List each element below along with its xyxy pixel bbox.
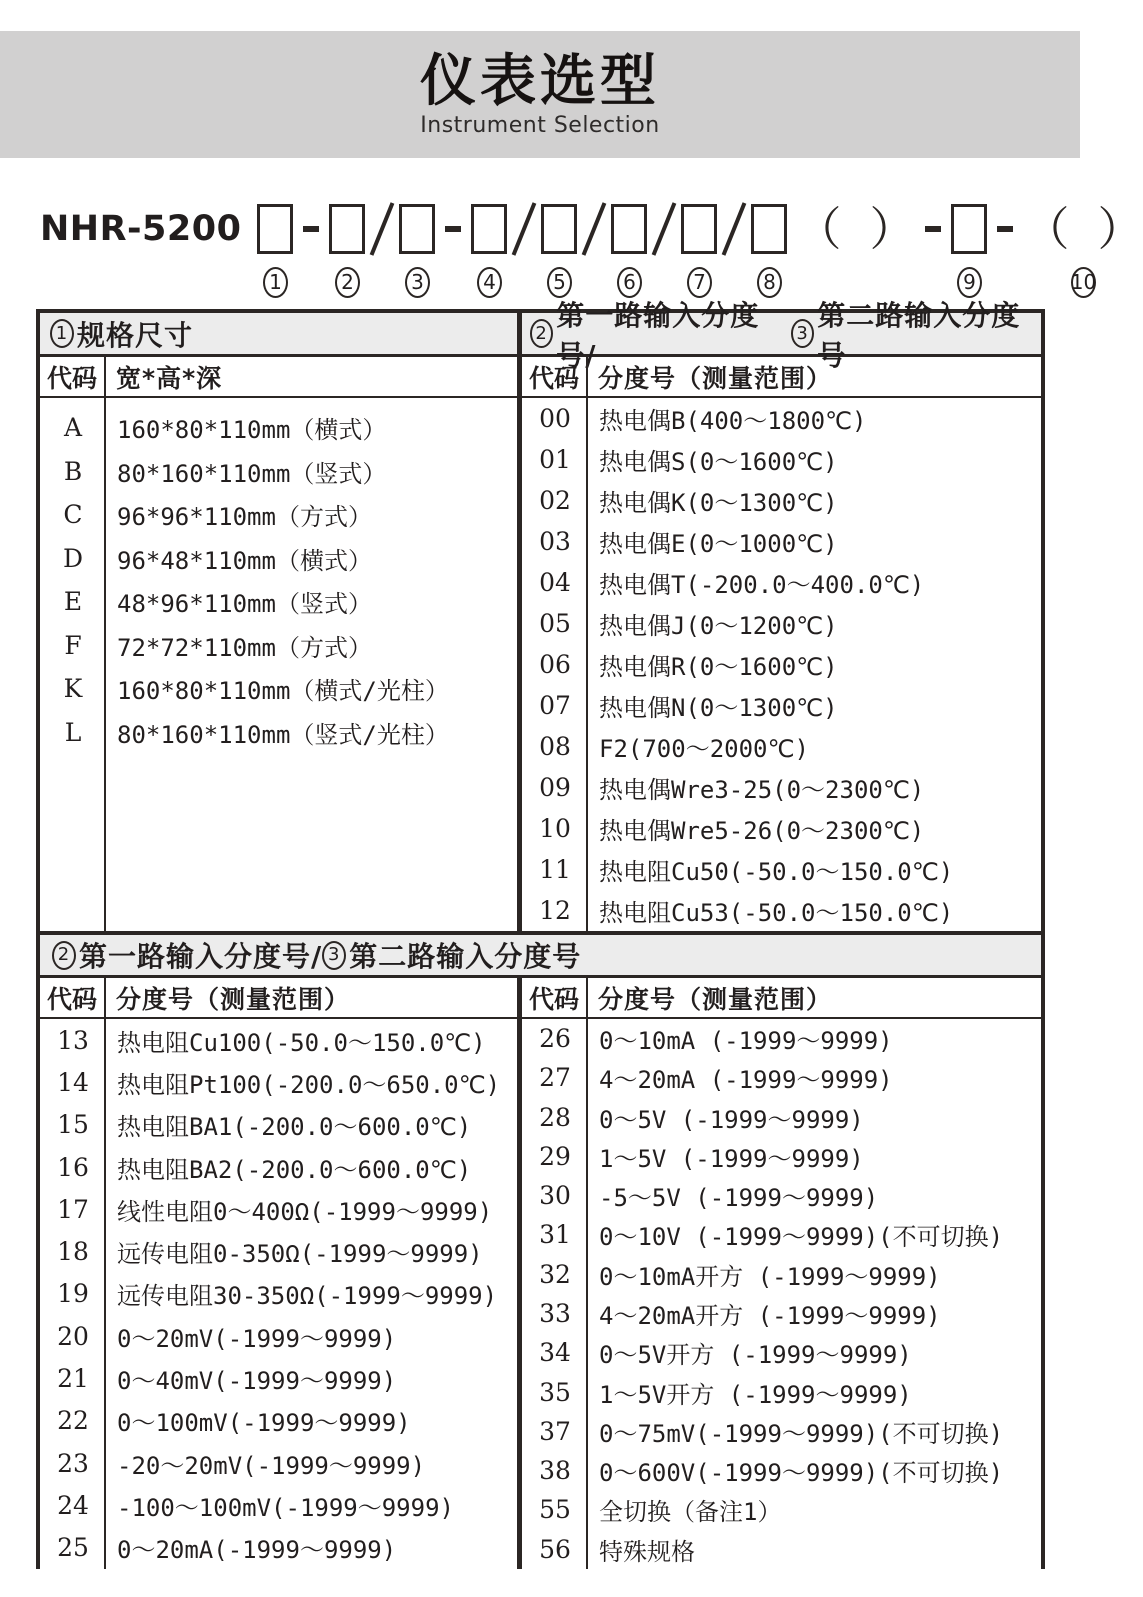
code-cell: L	[64, 717, 82, 747]
desc-cell: 热电阻BA2(-200.0～600.0℃)	[117, 1155, 472, 1184]
model-separator-unit	[923, 200, 943, 299]
code-column-header: 代码	[517, 357, 588, 396]
close-paren: ）	[1097, 202, 1143, 256]
code-cell: 18	[57, 1237, 89, 1267]
model-slot	[471, 200, 507, 258]
code-cell: 07	[539, 691, 571, 720]
code-cell: 24	[57, 1490, 89, 1520]
header-label: 第二路输入分度号	[349, 940, 582, 973]
circled-number: 7	[687, 267, 712, 298]
code-cell: 01	[539, 445, 571, 474]
table-row	[522, 1215, 1041, 1254]
table-row	[522, 480, 1041, 521]
desc-cell: 远传电阻30-350Ω(-1999～9999)	[117, 1282, 498, 1311]
code-cell: 09	[539, 773, 571, 802]
desc-cell: -20～20mV(-1999～9999)	[117, 1451, 426, 1480]
code-cell: 00	[539, 404, 571, 433]
model-separator-unit	[373, 200, 391, 299]
header-label: 第二路输入分度号	[817, 298, 1021, 372]
model-slot	[1023, 200, 1143, 258]
model-code-box	[681, 204, 717, 254]
section-header-row	[40, 298, 1041, 372]
table-row	[40, 1527, 517, 1569]
table-row	[40, 580, 517, 624]
model-position-number	[405, 265, 430, 299]
desc-cell: 0～20mA(-1999～9999)	[117, 1536, 397, 1565]
table-row	[522, 398, 1041, 439]
model-box-unit	[611, 200, 647, 299]
range-column-header: 分度号（测量范围）	[598, 984, 833, 1014]
model-code-segments	[257, 200, 1143, 299]
circled-number: 1	[263, 267, 288, 298]
selection-table	[36, 298, 1045, 1569]
code-cell: 13	[57, 1025, 89, 1055]
model-separator-unit	[1023, 200, 1143, 299]
table-row	[40, 711, 517, 755]
model-slot	[681, 200, 717, 258]
code-cell: 30	[539, 1181, 571, 1211]
table-row	[522, 1372, 1041, 1411]
desc-cell: 96*48*110mm（横式）	[117, 546, 372, 575]
table-row	[40, 1188, 517, 1230]
table-row	[522, 603, 1041, 644]
model-code-box	[611, 204, 647, 254]
model-slot	[995, 200, 1015, 258]
model-position-number	[1071, 265, 1096, 299]
circled-number: 4	[477, 267, 502, 298]
model-code-box	[399, 204, 435, 254]
desc-cell: 0～10V (-1999～9999)(不可切换)	[599, 1223, 1004, 1252]
size-column-header: 宽*高*深	[116, 363, 223, 393]
desc-cell: 热电偶S(0～1600℃)	[599, 448, 838, 476]
code-cell: 34	[539, 1338, 571, 1368]
model-code-box	[257, 204, 293, 254]
code-cell: 15	[57, 1110, 89, 1140]
dash-separator	[303, 226, 319, 232]
code-cell: 02	[539, 486, 571, 515]
desc-cell: -5～5V (-1999～9999)	[599, 1184, 879, 1213]
model-slot	[751, 200, 787, 258]
desc-cell: 0～5V (-1999～9999)	[599, 1105, 864, 1134]
upper-table-body	[40, 398, 1041, 931]
table-row	[522, 1529, 1041, 1568]
table-row	[522, 808, 1041, 849]
code-cell: 27	[539, 1063, 571, 1093]
circled-number: 1	[50, 319, 74, 348]
desc-cell: 热电偶T(-200.0～400.0℃)	[599, 571, 925, 599]
dash-separator	[925, 226, 941, 232]
model-position-number	[263, 265, 288, 299]
circled-number: 9	[957, 267, 982, 298]
code-cell: 56	[539, 1534, 571, 1564]
input-table-bottom-right-body	[517, 1019, 1041, 1569]
model-position-number	[335, 265, 360, 299]
desc-cell: 热电阻Cu53(-50.0～150.0℃)	[599, 899, 954, 927]
desc-cell: 热电偶B(400～1800℃)	[599, 407, 867, 435]
size-section-header	[40, 313, 517, 354]
code-column-header: 代码	[40, 357, 106, 396]
code-cell: 31	[539, 1220, 571, 1250]
model-slot	[585, 200, 603, 258]
code-cell: 33	[539, 1298, 571, 1328]
table-row	[522, 1019, 1041, 1058]
table-row	[40, 1442, 517, 1484]
dash-separator	[997, 226, 1013, 232]
table-row	[522, 1333, 1041, 1372]
desc-cell: 全切换（备注1）	[599, 1498, 782, 1527]
code-cell: 03	[539, 527, 571, 556]
desc-cell: 热电偶J(0～1200℃)	[599, 612, 838, 640]
model-slot	[923, 200, 943, 258]
table-row	[522, 849, 1041, 890]
desc-cell: 48*96*110mm（竖式）	[117, 590, 372, 619]
circled-number: 3	[791, 319, 814, 348]
header-label: 第一路输入分度号/	[79, 940, 323, 973]
circled-number: 2	[530, 319, 553, 348]
model-code-box	[951, 204, 987, 254]
code-cell: 29	[539, 1141, 571, 1171]
code-cell: 26	[539, 1024, 571, 1054]
range-column-header: 分度号（测量范围）	[116, 984, 351, 1014]
table-row	[40, 1061, 517, 1103]
table-row	[522, 1490, 1041, 1529]
circled-number: 5	[547, 267, 572, 298]
code-cell: 19	[57, 1279, 89, 1309]
table-row	[40, 1019, 517, 1061]
model-separator-unit	[443, 200, 463, 299]
code-cell: 55	[539, 1495, 571, 1525]
page-subtitle: Instrument Selection	[420, 113, 660, 139]
desc-cell: 4～20mA (-1999～9999)	[599, 1066, 893, 1095]
model-code-box	[471, 204, 507, 254]
code-cell: 05	[539, 609, 571, 638]
model-separator-unit	[995, 200, 1015, 299]
table-row	[522, 1294, 1041, 1333]
model-separator-unit	[515, 200, 533, 299]
desc-cell: 80*160*110mm（竖式/光柱）	[117, 720, 449, 749]
code-cell: 16	[57, 1152, 89, 1182]
model-box-unit	[541, 200, 577, 299]
code-cell: 14	[57, 1067, 89, 1097]
model-separator-unit	[585, 200, 603, 299]
desc-cell: 96*96*110mm（方式）	[117, 503, 372, 532]
desc-cell: 热电阻BA1(-200.0～600.0℃)	[117, 1113, 472, 1142]
table-row	[522, 562, 1041, 603]
desc-cell: 4～20mA开方 (-1999～9999)	[599, 1301, 941, 1330]
table-row	[522, 1176, 1041, 1215]
code-column-header: 代码	[40, 978, 106, 1017]
model-box-unit	[951, 200, 987, 299]
desc-cell: 0～100mV(-1999～9999)	[117, 1409, 411, 1438]
open-paren: （	[795, 202, 842, 256]
desc-cell: 热电偶E(0～1000℃)	[599, 530, 838, 558]
table-row	[40, 537, 517, 581]
model-box-unit	[257, 200, 293, 299]
table-row	[40, 624, 517, 668]
desc-cell: 160*80*110mm（横式/光柱）	[117, 677, 449, 706]
desc-cell: 热电阻Cu50(-50.0～150.0℃)	[599, 858, 954, 886]
table-row	[522, 439, 1041, 480]
model-code-line	[40, 200, 1143, 299]
lower-table-body	[40, 1019, 1041, 1569]
code-cell: C	[63, 500, 83, 530]
column-header-row-lower	[40, 978, 1041, 1019]
model-box-unit	[751, 200, 787, 299]
table-row	[40, 1400, 517, 1442]
table-row	[40, 493, 517, 537]
parens-group	[1023, 204, 1143, 254]
parens-group	[795, 204, 915, 254]
desc-cell: 热电偶R(0～1600℃)	[599, 653, 838, 681]
circled-number: 3	[322, 941, 346, 970]
desc-cell: 72*72*110mm（方式）	[117, 633, 372, 662]
model-slot	[655, 200, 673, 258]
model-box-unit	[471, 200, 507, 299]
table-row	[522, 1137, 1041, 1176]
code-cell: 20	[57, 1321, 89, 1351]
desc-cell: 远传电阻0-350Ω(-1999～9999)	[117, 1240, 483, 1269]
table-row	[522, 1098, 1041, 1137]
code-cell: E	[63, 587, 83, 617]
code-cell: 37	[539, 1416, 571, 1446]
code-cell: 28	[539, 1102, 571, 1132]
code-cell: 06	[539, 650, 571, 679]
desc-cell: -100～100mV(-1999～9999)	[117, 1493, 454, 1522]
table-row	[40, 1484, 517, 1526]
range-column-header: 分度号（测量范围）	[598, 363, 833, 393]
desc-cell: 0～5V开方 (-1999～9999)	[599, 1341, 912, 1370]
circled-number: 3	[405, 267, 430, 298]
model-slot	[725, 200, 743, 258]
input-section-header	[517, 298, 1041, 372]
table-row	[40, 1315, 517, 1357]
code-cell: 35	[539, 1377, 571, 1407]
code-cell: 08	[539, 732, 571, 761]
desc-cell: 1～5V开方 (-1999～9999)	[599, 1380, 912, 1409]
table-row	[522, 1412, 1041, 1451]
desc-cell: 热电偶N(0～1300℃)	[599, 694, 838, 722]
code-cell: 17	[57, 1194, 89, 1224]
model-slot	[515, 200, 533, 258]
model-slot	[611, 200, 647, 258]
column-header-row-upper	[40, 357, 1041, 398]
desc-cell: 特殊规格	[599, 1537, 695, 1566]
table-row	[40, 667, 517, 711]
code-cell: 38	[539, 1456, 571, 1486]
desc-cell: 热电阻Pt100(-200.0～650.0℃)	[117, 1070, 501, 1099]
circled-number: 2	[52, 941, 76, 970]
model-position-number	[477, 265, 502, 299]
desc-cell: 0～600V(-1999～9999)(不可切换)	[599, 1459, 1004, 1488]
desc-cell: 热电阻Cu100(-50.0～150.0℃)	[117, 1028, 486, 1057]
table-row	[522, 685, 1041, 726]
model-slot	[301, 200, 321, 258]
circled-number: 8	[757, 267, 782, 298]
table-row	[40, 1230, 517, 1272]
desc-cell: F2(700～2000℃)	[599, 735, 809, 763]
desc-cell: 160*80*110mm（横式）	[117, 416, 387, 445]
slash-separator	[652, 202, 677, 255]
header-label: 第一路输入分度号/	[556, 298, 760, 372]
table-row	[40, 1273, 517, 1315]
table-row	[40, 1357, 517, 1399]
model-slot	[329, 200, 365, 258]
table-row	[40, 1104, 517, 1146]
table-row	[522, 644, 1041, 685]
desc-cell: 0～40mV(-1999～9999)	[117, 1367, 397, 1396]
desc-cell: 1～5V (-1999～9999)	[599, 1144, 864, 1173]
input-table-bottom-left-body	[40, 1019, 517, 1569]
table-row	[40, 1146, 517, 1188]
model-box-unit	[681, 200, 717, 299]
code-cell: 23	[57, 1448, 89, 1478]
close-paren: ）	[869, 202, 916, 256]
table-row	[522, 726, 1041, 767]
model-slot	[951, 200, 987, 258]
title-banner	[0, 31, 1080, 158]
code-cell: B	[63, 456, 83, 486]
code-cell: K	[63, 674, 83, 704]
slash-separator	[722, 202, 747, 255]
model-slot	[373, 200, 391, 258]
desc-cell: 0～10mA (-1999～9999)	[599, 1027, 893, 1056]
code-cell: 11	[539, 855, 571, 884]
model-separator-unit	[301, 200, 321, 299]
model-code-box	[751, 204, 787, 254]
circled-number: 6	[617, 267, 642, 298]
desc-cell: 线性电阻0～400Ω(-1999～9999)	[117, 1197, 493, 1226]
input-section-banner	[40, 931, 1041, 978]
page-title: 仪表选型	[420, 48, 660, 114]
code-cell: D	[62, 543, 84, 573]
circled-number: 2	[335, 267, 360, 298]
model-slot	[257, 200, 293, 258]
model-slot	[795, 200, 915, 258]
table-row	[522, 767, 1041, 808]
header-label: 规格尺寸	[77, 318, 194, 352]
table-row	[522, 521, 1041, 562]
input-table-top-body	[517, 398, 1041, 931]
table-row	[522, 1058, 1041, 1097]
size-table-body	[40, 398, 517, 931]
code-cell: 04	[539, 568, 571, 597]
open-paren: （	[1023, 202, 1070, 256]
slash-separator	[582, 202, 607, 255]
desc-cell: 0～20mV(-1999～9999)	[117, 1324, 397, 1353]
table-row	[522, 1451, 1041, 1490]
model-slot	[399, 200, 435, 258]
desc-cell: 热电偶Wre5-26(0～2300℃)	[599, 817, 925, 845]
desc-cell: 80*160*110mm（竖式）	[117, 459, 387, 488]
model-box-unit	[329, 200, 365, 299]
model-separator-unit	[795, 200, 915, 299]
code-cell: 12	[539, 896, 571, 925]
table-row	[40, 450, 517, 494]
model-slot	[443, 200, 463, 258]
code-cell: F	[64, 630, 82, 660]
code-cell: 21	[57, 1364, 89, 1394]
table-row	[40, 406, 517, 450]
model-code-box	[541, 204, 577, 254]
desc-cell: 0～75mV(-1999～9999)(不可切换)	[599, 1419, 1004, 1448]
code-cell: 10	[539, 814, 571, 843]
model-separator-unit	[725, 200, 743, 299]
code-column-header: 代码	[517, 978, 588, 1017]
code-cell: 32	[539, 1259, 571, 1289]
model-separator-unit	[655, 200, 673, 299]
model-slot	[541, 200, 577, 258]
desc-cell: 热电偶K(0～1300℃)	[599, 489, 838, 517]
code-cell: A	[63, 413, 83, 443]
model-box-unit	[399, 200, 435, 299]
circled-number: 10	[1071, 267, 1096, 298]
code-cell: 22	[57, 1406, 89, 1436]
table-row	[522, 890, 1041, 931]
slash-separator	[512, 202, 537, 255]
model-prefix: NHR-5200	[40, 209, 242, 249]
table-row	[522, 1255, 1041, 1294]
desc-cell: 0～10mA开方 (-1999～9999)	[599, 1262, 941, 1291]
dash-separator	[445, 226, 461, 232]
code-cell: 25	[57, 1533, 89, 1563]
slash-separator	[370, 202, 395, 255]
desc-cell: 热电偶Wre3-25(0～2300℃)	[599, 776, 925, 804]
model-code-box	[329, 204, 365, 254]
